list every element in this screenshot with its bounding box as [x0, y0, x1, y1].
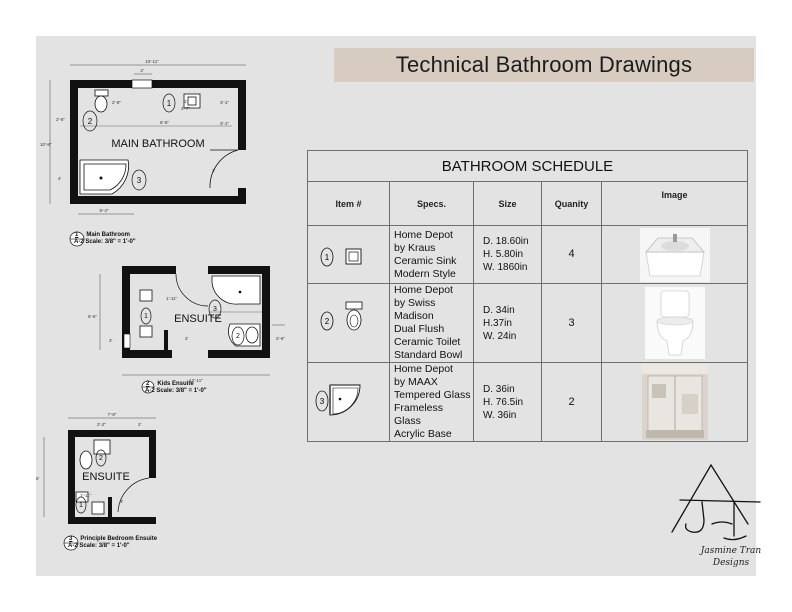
image-cell — [602, 284, 748, 363]
kids-fixtures — [140, 276, 260, 346]
dim-label: 2'-2" — [97, 422, 106, 427]
plan-caption-principal: 3 Principle Bedroom Ensuite A-2 Scale: 3/8" = 1'-0" — [68, 536, 158, 549]
room-label-main: MAIN BATHROOM — [111, 138, 205, 150]
specs-cell — [390, 226, 474, 284]
size-line: D. 36in — [483, 383, 515, 395]
dim-label: 10'-8" — [40, 142, 52, 147]
size-cell — [474, 226, 542, 284]
dim-label: 1' — [184, 99, 188, 104]
item-cell — [308, 226, 390, 284]
qty-cell: 3 — [542, 284, 602, 363]
dim-label: 4' — [58, 176, 62, 181]
designer-name-line: Jasmine Tran — [700, 546, 762, 556]
spec-line: Modern Style — [394, 267, 456, 280]
size-line: D. 34in — [483, 304, 515, 316]
svg-text:1: 1 — [166, 99, 172, 108]
col-header-image: Image — [602, 182, 748, 226]
size-line: H. 5.80in — [483, 249, 524, 260]
spec-line: Frameless — [394, 402, 444, 414]
dim-label: 3'-1" — [220, 121, 229, 126]
spec-line: by Kraus — [394, 241, 436, 254]
specs-cell — [390, 284, 474, 363]
size-line: W. 1860in — [483, 262, 528, 273]
size-line: H.37in — [483, 317, 512, 329]
bathroom-schedule-table — [307, 150, 748, 442]
designer-company-line: Designs — [712, 558, 750, 568]
size-line: H. 76.5in — [483, 396, 524, 408]
svg-text:2: 2 — [87, 117, 93, 126]
toilet-photo-icon — [645, 287, 705, 359]
dim-label: 1'-11" — [80, 493, 92, 498]
schedule-caption: BATHROOM SCHEDULE — [308, 151, 748, 182]
dim-label: 7'-8" — [107, 412, 117, 417]
svg-text:1: 1 — [79, 502, 83, 509]
plan-principal-ensuite — [36, 412, 156, 524]
room-label-principal: ENSUITE — [82, 471, 130, 483]
spec-line: Ceramic Sink — [394, 254, 457, 267]
dim-label: 2'-6" — [56, 117, 65, 122]
image-cell — [602, 363, 748, 442]
col-header-specs: Specs. — [390, 182, 474, 226]
image-cell — [602, 226, 748, 284]
designer-name — [672, 545, 790, 569]
sink-symbol-icon — [314, 233, 384, 273]
dim-label: 10'-11" — [145, 59, 159, 64]
svg-text:2: 2 — [236, 333, 240, 340]
shower-photo-icon — [642, 364, 708, 440]
dim-label: 2' — [140, 68, 144, 73]
specs-cell — [390, 363, 474, 442]
size-line: W. 24in — [483, 330, 517, 342]
spec-line: Home Depot — [394, 284, 453, 296]
sink-photo-icon — [640, 228, 710, 282]
dim-label: 6'-5" — [160, 120, 169, 125]
spec-line: Tempered Glass — [394, 389, 471, 401]
dim-label: 3' — [109, 338, 113, 343]
item-cell — [308, 284, 390, 363]
size-cell — [474, 284, 542, 363]
item-number: 2 — [324, 317, 329, 326]
col-header-size: Size — [474, 182, 542, 226]
dim-label: 6'-6" — [88, 314, 97, 319]
plan-main-bathroom — [40, 59, 246, 214]
svg-text:3: 3 — [136, 176, 142, 185]
spec-line: Ceramic Toilet — [394, 336, 461, 348]
spec-line: by Swiss Madison — [394, 297, 436, 322]
spec-line: Glass — [394, 415, 421, 427]
spec-line: by MAAX — [394, 376, 438, 388]
table-row — [308, 363, 748, 442]
col-header-qty: Quanity — [542, 182, 602, 226]
room-label-kids: ENSUITE — [174, 313, 222, 325]
toilet-symbol-icon — [314, 296, 384, 346]
plan-kids-ensuite — [88, 266, 285, 383]
spec-line: Dual Flush — [394, 323, 445, 335]
table-row — [308, 284, 748, 363]
designer-logo-icon — [664, 462, 784, 546]
dim-label: 2'-7" — [181, 106, 190, 111]
item-number: 1 — [324, 252, 329, 262]
svg-text:3: 3 — [213, 306, 217, 313]
dim-label: 2'-8" — [112, 100, 121, 105]
table-row — [308, 226, 748, 284]
size-line: D. 18.60in — [483, 236, 529, 247]
dim-label: 2'-6" — [276, 336, 285, 341]
spec-line: Acrylic Base — [394, 428, 452, 440]
dim-label: 6' — [36, 476, 40, 481]
plan-caption-kids: 2 Kids Ensuite A-2 Scale: 3/8" = 1'-0" — [145, 381, 207, 394]
col-header-item: Item # — [308, 182, 390, 226]
shower-symbol-icon — [314, 373, 384, 427]
spec-line: Home Depot — [394, 228, 453, 241]
size-cell — [474, 363, 542, 442]
dim-label: 3' — [120, 499, 124, 504]
dim-label: 12'-11" — [189, 378, 203, 383]
item-number: 3 — [319, 397, 324, 406]
item-cell — [308, 363, 390, 442]
qty-cell: 4 — [542, 226, 602, 284]
qty-cell: 2 — [542, 363, 602, 442]
spec-line: Standard Bowl — [394, 349, 463, 361]
size-line: W. 36in — [483, 409, 517, 421]
spec-line: Home Depot — [394, 363, 453, 375]
plan-caption-main: 1 Main Bathroom A-2 Scale: 3/8" = 1'-0" — [74, 232, 136, 245]
dim-label: 2' — [138, 422, 142, 427]
svg-text:2: 2 — [99, 455, 103, 462]
svg-text:1: 1 — [144, 313, 148, 320]
dim-label: 3' — [212, 168, 216, 173]
dim-label: 1'-11" — [166, 296, 178, 301]
schedule-header-row — [308, 182, 748, 226]
dim-label: 3'-1" — [220, 100, 229, 105]
dim-label: 5'-4" — [99, 208, 109, 213]
dim-label: 2' — [185, 336, 189, 341]
page-title: Technical Bathroom Drawings — [334, 48, 754, 82]
